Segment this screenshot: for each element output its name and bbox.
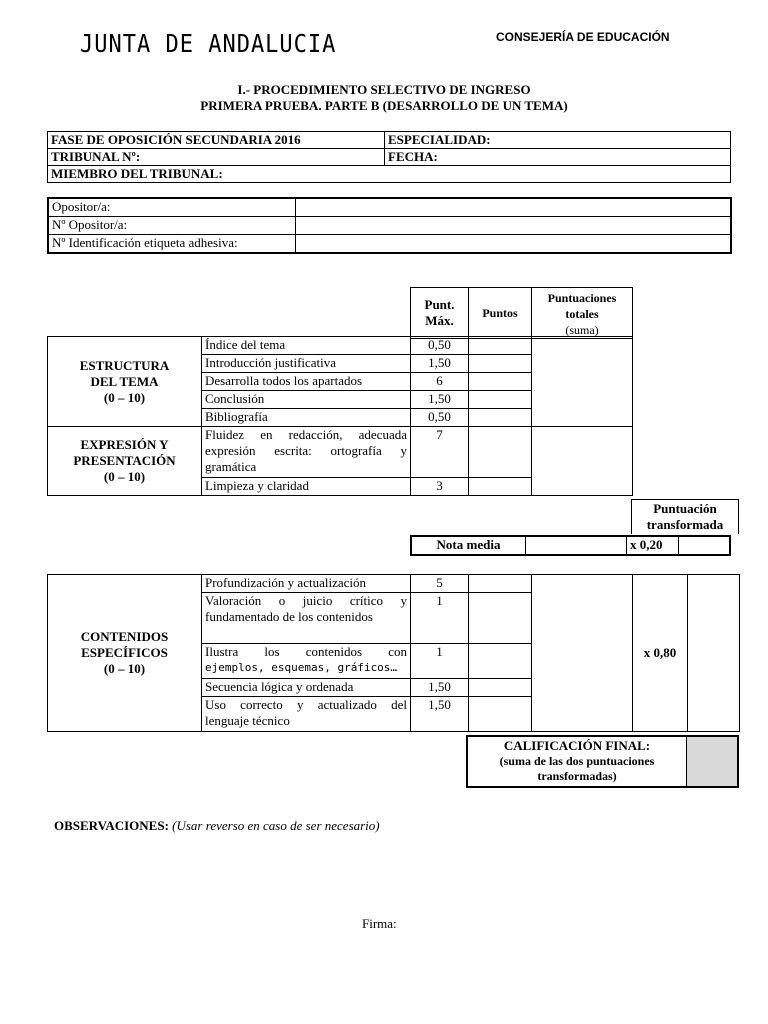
opositor-field[interactable] [296, 198, 732, 217]
criterion-max: 0,50 [411, 409, 469, 427]
score-table-2 [47, 574, 740, 732]
criterion-score-input[interactable] [469, 478, 532, 496]
opositor-table [47, 197, 732, 254]
criterion-max: 6 [411, 373, 469, 391]
factor-080: x 0,80 [633, 575, 688, 732]
criterion-label: Bibliografía [202, 409, 411, 427]
fase-cell: FASE DE OPOSICIÓN SECUNDARIA 2016 [48, 132, 385, 149]
criterion-score-input[interactable] [469, 355, 532, 373]
especialidad-cell[interactable]: ESPECIALIDAD: [385, 132, 731, 149]
criterion-score-input[interactable] [469, 409, 532, 427]
total-contenidos-input[interactable] [532, 575, 633, 732]
criterion-max: 5 [411, 575, 469, 593]
tribunal-cell[interactable]: TRIBUNAL Nº: [48, 149, 385, 166]
criterion-label-multi [202, 644, 411, 679]
totales-label: Puntuaciones totales [547, 291, 617, 321]
department-label: CONSEJERÍA DE EDUCACIÓN [496, 30, 670, 44]
criterion-score-input[interactable] [469, 679, 532, 697]
nota-media-table [410, 535, 731, 556]
criterion-score-input[interactable] [469, 697, 532, 732]
miembro-cell[interactable]: MIEMBRO DEL TRIBUNAL: [48, 166, 731, 183]
criterion-label: Uso correcto y actualizado del lenguaje técnico [202, 697, 411, 732]
final-subtitle: (suma de las dos puntuaciones transformadas) [499, 754, 655, 783]
final-label-cell [467, 736, 687, 787]
criterion-max: 3 [411, 478, 469, 496]
score-header-table [410, 287, 633, 339]
section-expresion-range: (0 – 10) [103, 469, 146, 484]
criterion-max: 1,50 [411, 679, 469, 697]
criterion-label-cont: ejemplos, esquemas, gráficos… [205, 661, 398, 674]
criterion-score-input[interactable] [469, 337, 532, 355]
criterion-max: 1,50 [411, 697, 469, 732]
numero-opositor-label: Nº Opositor/a: [48, 217, 296, 235]
criterion-max: 1 [411, 593, 469, 644]
criterion-max: 1,50 [411, 355, 469, 373]
criterion-label: Desarrolla todos los apartados [202, 373, 411, 391]
transformada-label: Puntuación transformada [632, 500, 739, 535]
criterion-label: Profundización y actualización [202, 575, 411, 593]
logo-junta-andalucia: JUNTA DE ANDALUCIA [80, 30, 337, 59]
observaciones [54, 818, 380, 834]
criterion-label: Ilustra los contenidos con [205, 644, 407, 659]
firma-label: Firma: [362, 916, 397, 931]
fecha-cell[interactable]: FECHA: [385, 149, 731, 166]
opositor-label: Opositor/a: [48, 198, 296, 217]
criterion-label: Fluidez en redacción, adecuada expresión escrita: ortografía y gramática [202, 427, 411, 478]
puntos-header: Puntos [469, 288, 532, 339]
score-table-1 [47, 336, 633, 496]
criterion-label: Introducción justificativa [202, 355, 411, 373]
criterion-score-input[interactable] [469, 391, 532, 409]
section-expresion-name: EXPRESIÓN Y PRESENTACIÓN [73, 437, 176, 468]
section-contenidos [48, 575, 202, 732]
criterion-max: 0,50 [411, 337, 469, 355]
total-estructura-input[interactable] [532, 337, 633, 427]
nota-media-label: Nota media [411, 536, 526, 555]
criterion-score-input[interactable] [469, 575, 532, 593]
criterion-max: 1,50 [411, 391, 469, 409]
factor-020: x 0,20 [627, 536, 679, 555]
total-expresion-input[interactable] [532, 427, 633, 496]
section-estructura-range: (0 – 10) [103, 389, 146, 405]
criterion-score-input[interactable] [469, 373, 532, 391]
criterion-label: Limpieza y claridad [202, 478, 411, 496]
section-contenidos-name: CONTENIDOS ESPECÍFICOS [80, 629, 169, 660]
suma-label: (suma) [565, 323, 599, 337]
transformada-2-input[interactable] [688, 575, 740, 732]
criterion-score-input[interactable] [469, 427, 532, 478]
criterion-label: Secuencia lógica y ordenada [202, 679, 411, 697]
section-contenidos-range: (0 – 10) [103, 661, 146, 676]
nota-media-input[interactable] [526, 536, 627, 555]
totales-header [532, 288, 633, 339]
etiqueta-label: Nº Identificación etiqueta adhesiva: [48, 235, 296, 254]
info-table [47, 131, 731, 183]
transformada-header-table [631, 499, 739, 534]
section-estructura-name: ESTRUCTURA DEL TEMA [79, 357, 170, 389]
numero-opositor-field[interactable] [296, 217, 732, 235]
criterion-score-input[interactable] [469, 593, 532, 644]
criterion-label: Conclusión [202, 391, 411, 409]
etiqueta-field[interactable] [296, 235, 732, 254]
doc-title-line1: I.- PROCEDIMIENTO SELECTIVO DE INGRESO [237, 82, 531, 97]
final-score-input[interactable] [687, 736, 739, 787]
criterion-label: Índice del tema [202, 337, 411, 355]
final-title: CALIFICACIÓN FINAL: [503, 738, 651, 753]
section-estructura [48, 337, 202, 427]
punt-max-header: Punt. Máx. [411, 288, 469, 339]
section-expresion [48, 427, 202, 496]
criterion-score-input[interactable] [469, 644, 532, 679]
observaciones-note: (Usar reverso en caso de ser necesario) [172, 818, 380, 833]
criterion-max: 7 [411, 427, 469, 478]
criterion-label: Valoración o juicio crítico y fundamentado de los contenidos [202, 593, 411, 644]
transformada-1-input[interactable] [679, 536, 731, 555]
observaciones-label: OBSERVACIONES: [54, 818, 169, 833]
criterion-max: 1 [411, 644, 469, 679]
doc-title-line2: PRIMERA PRUEBA. PARTE B (DESARROLLO DE UN TEMA) [200, 98, 568, 113]
final-table [466, 735, 739, 788]
